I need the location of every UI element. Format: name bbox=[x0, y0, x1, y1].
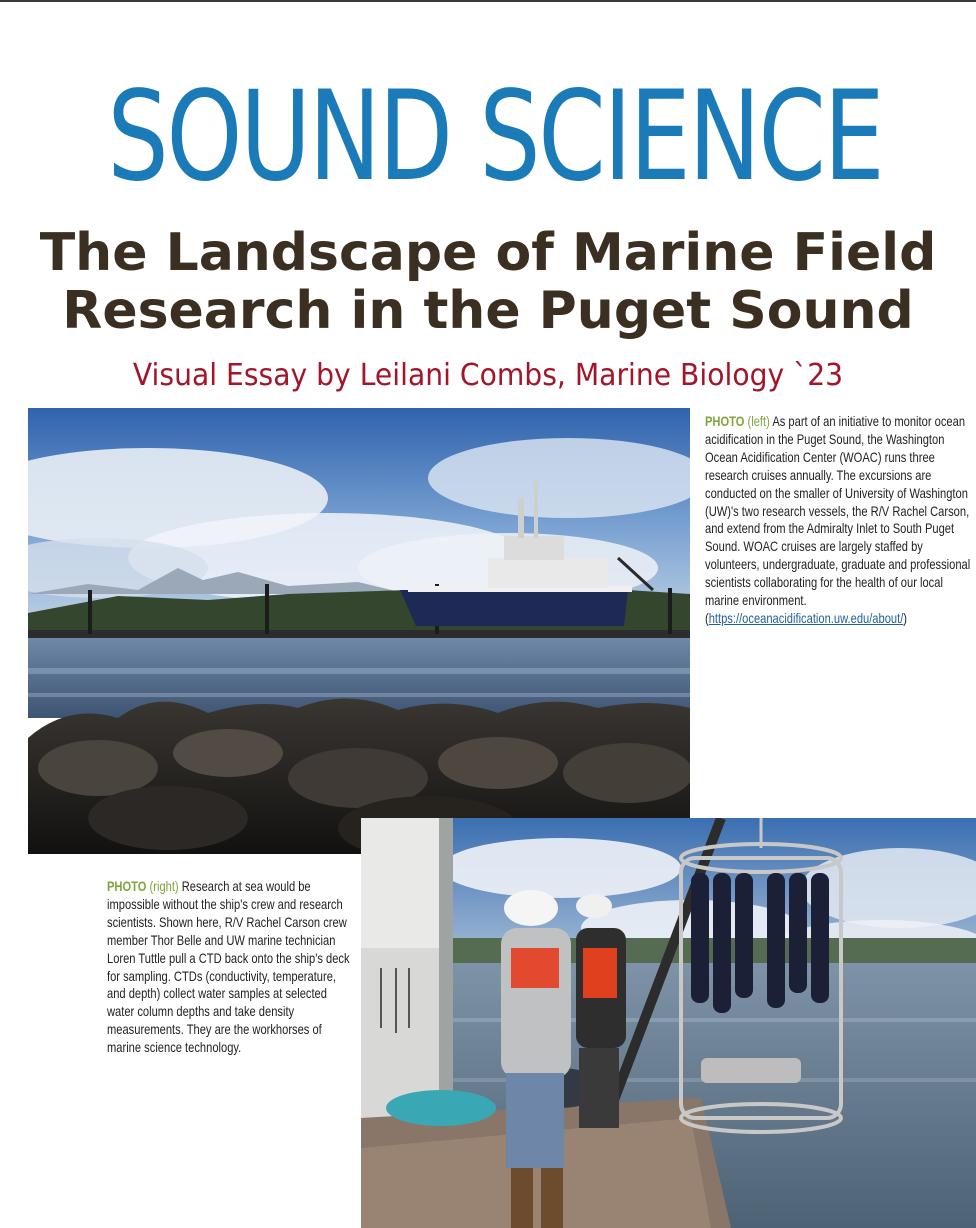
caption-left-closing: ) bbox=[903, 610, 908, 626]
article-byline: Visual Essay by Leilani Combs, Marine Biology `23 bbox=[132, 358, 844, 393]
caption-left-link[interactable]: https://oceanacidification.uw.edu/about/ bbox=[708, 610, 904, 626]
caption-right-text: Research at sea would be impossible without the ship's crew and research scientists. Shown here, R/V Rachel Carson crew member Thor Belle and UW marine technician Loren Tuttle pull a CTD back onto the ship's deck for sampling. CTDs (conductivity, temperature, and depth) collect water samples at selected water column depths and take density measurements. They are the workhorses of marine science technology. bbox=[107, 879, 350, 1056]
photo-left bbox=[28, 408, 690, 854]
caption-right-label bbox=[107, 879, 179, 894]
subtitle-line-2: Research in the Puget Sound bbox=[62, 281, 914, 341]
photo-right bbox=[361, 818, 976, 1228]
caption-left bbox=[705, 413, 971, 628]
caption-right-direction: (right) bbox=[149, 879, 179, 894]
caption-left-label bbox=[705, 414, 770, 429]
top-rule bbox=[0, 0, 976, 2]
caption-left-direction: (left) bbox=[747, 414, 770, 429]
ctd-retrieval-photo bbox=[361, 818, 976, 1228]
article-subtitle bbox=[0, 224, 976, 340]
caption-left-text: As part of an initiative to monitor ocean acidification in the Puget Sound, the Washington Ocean Acidification Center (WOAC) runs three research cruises annually. The excursions are conducted on the smaller of University of Washington (UW)'s two research vessels, the R/V Rachel Carson, and extend from the Admiralty Inlet to South Puget Sound. WOAC cruises are largely staffed by volunteers, undergraduate, graduate and professional scientists collaborating for the health of our local marine environment. ( bbox=[705, 414, 971, 626]
research-vessel-photo bbox=[28, 408, 690, 854]
subtitle-line-1: The Landscape of Marine Field bbox=[39, 223, 937, 283]
article-title: SOUND SCIENCE bbox=[107, 65, 883, 209]
caption-right-label-text: PHOTO bbox=[107, 879, 147, 894]
caption-left-label-text: PHOTO bbox=[705, 414, 745, 429]
caption-right bbox=[107, 878, 353, 1057]
